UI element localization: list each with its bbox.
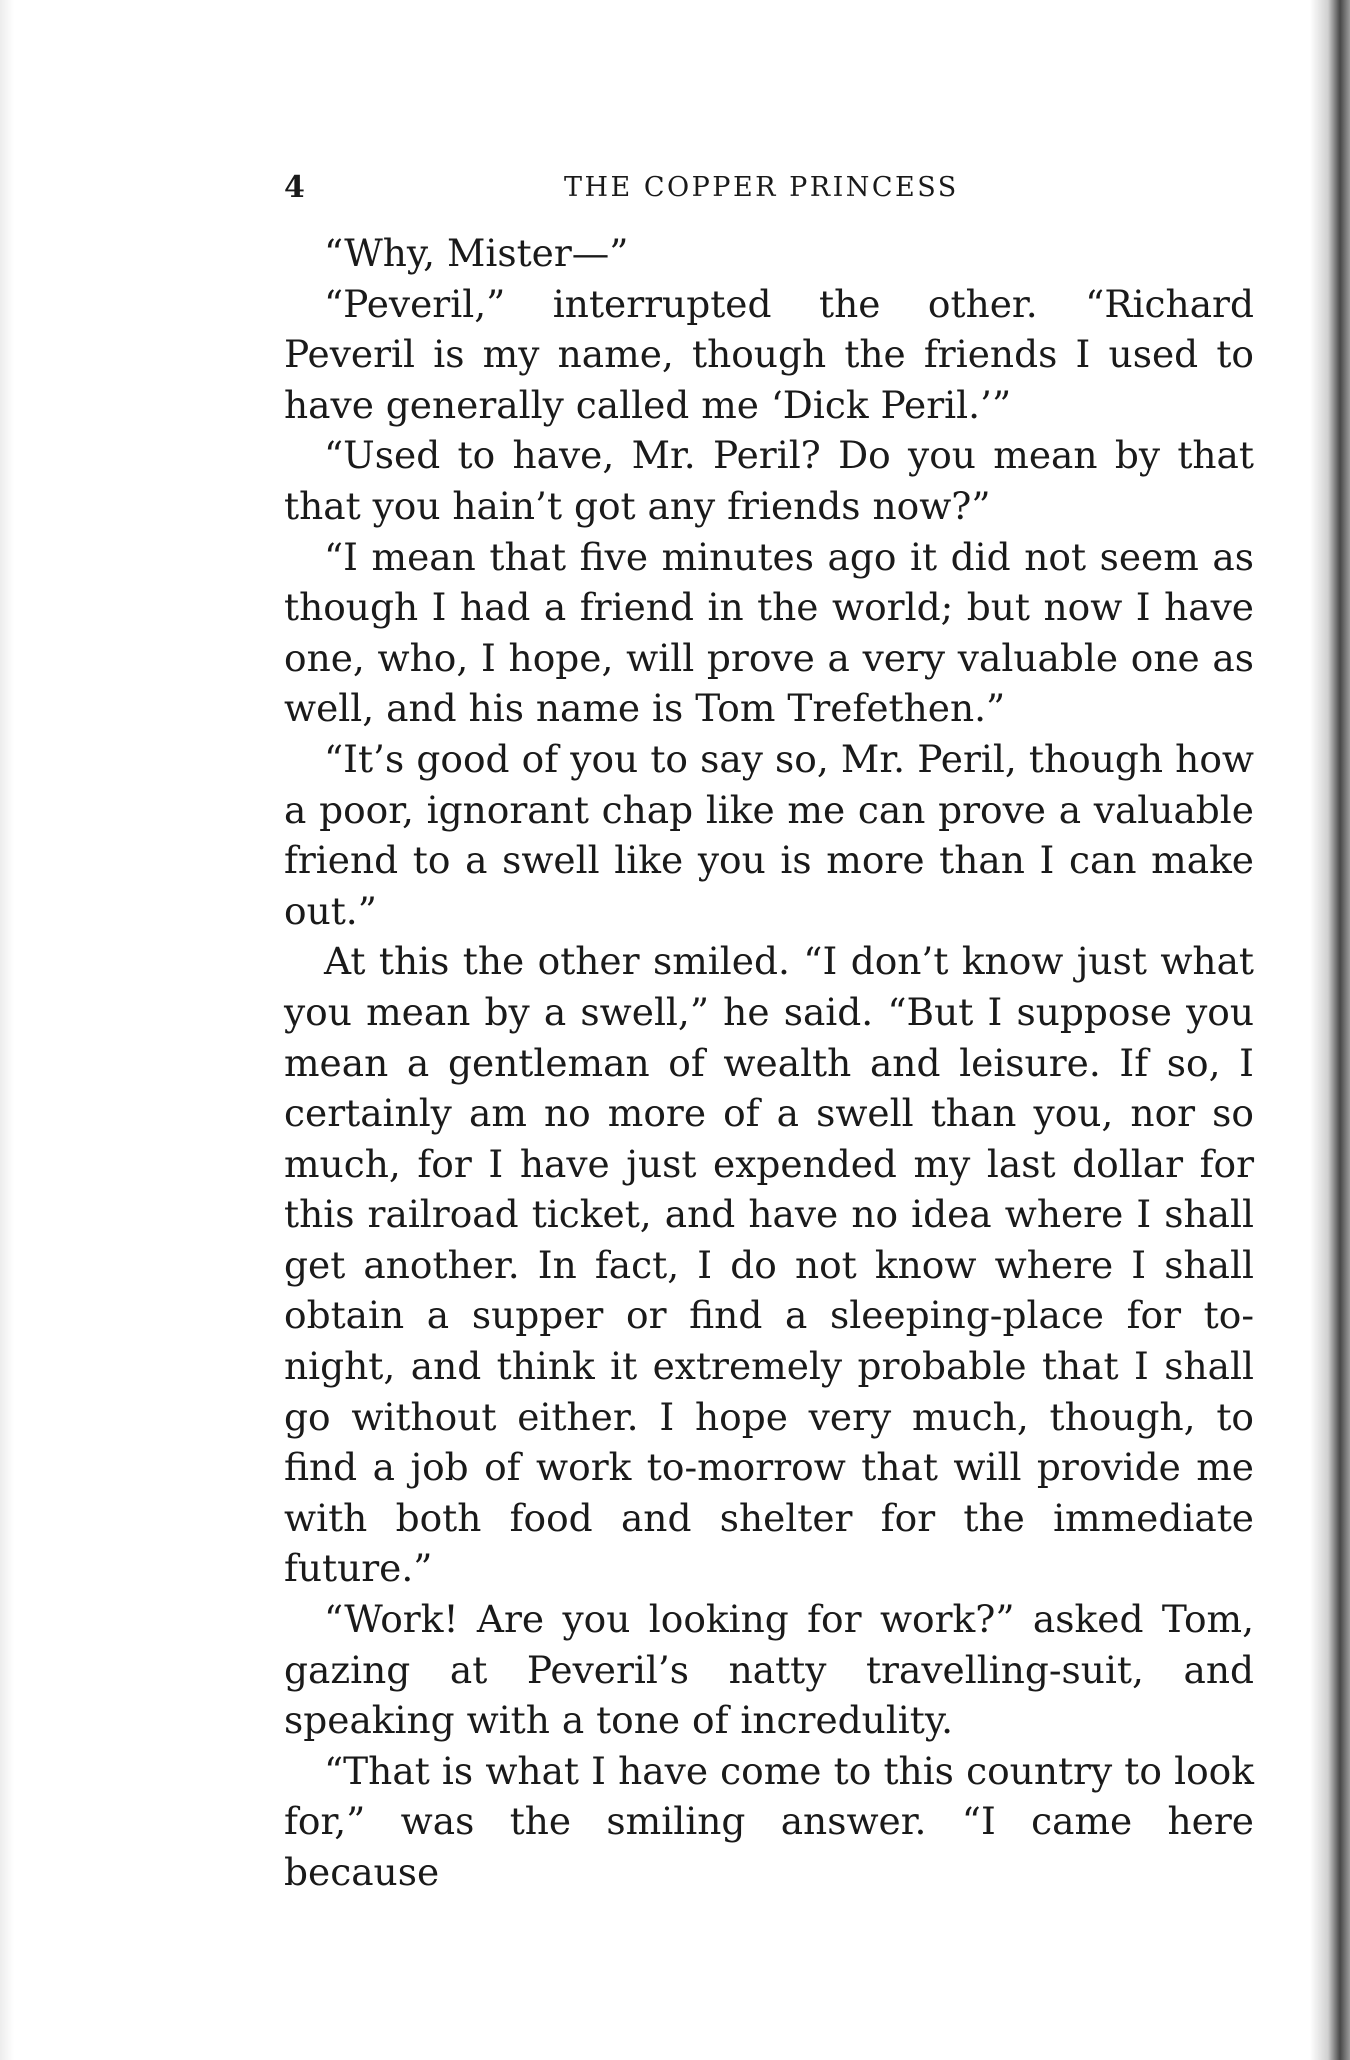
page-number: 4	[284, 170, 307, 205]
running-head	[284, 170, 1254, 214]
paragraph: “Why, Mister—”	[324, 231, 629, 275]
paragraph: “Peveril,” interrupted the other. “Richard Peveril is my name, though the friends I used to have generally called me ‘Dick Peril.’”	[284, 281, 1254, 427]
body-text	[284, 228, 1254, 1898]
paragraph: “I mean that five minutes ago it did not seem as though I had a friend in the world; but now I have one, who, I hope, will prove a very valuable one as well, and his name is Tom Trefethen.”	[284, 534, 1254, 731]
paragraph: “It’s good of you to say so, Mr. Peril, though how a poor, ignorant chap like me can prove a valuable friend to a swell like you is more than I can make out.”	[284, 736, 1254, 933]
page-right-edge	[1310, 0, 1350, 2060]
page-left-edge	[0, 0, 14, 2060]
paragraph: “That is what I have come to this country to look for,” was the smiling answer. “I came here because	[284, 1748, 1254, 1894]
running-title: THE COPPER PRINCESS	[564, 172, 959, 203]
paragraph: At this the other smiled. “I don’t know just what you mean by a swell,” he said. “But I suppose you mean a gentleman of wealth and leisure. If so, I certainly am no more of a swell than you, nor so much, for I have just expended my last dollar for this railroad ticket, and have no idea where I shall get another. In fact, I do not know where I shall obtain a supper or find a sleeping-place for to-night, and think it extremely probable that I shall go without either. I hope very much, though, to find a job of work to-morrow that will provide me with both food and shelter for the immediate future.”	[284, 939, 1254, 1591]
paragraph: “Work! Are you looking for work?” asked Tom, gazing at Peveril’s natty travelling-suit, and speaking with a tone of incredulity.	[284, 1597, 1254, 1743]
paragraph: “Used to have, Mr. Peril? Do you mean by that that you hain’t got any friends now?”	[284, 433, 1254, 528]
